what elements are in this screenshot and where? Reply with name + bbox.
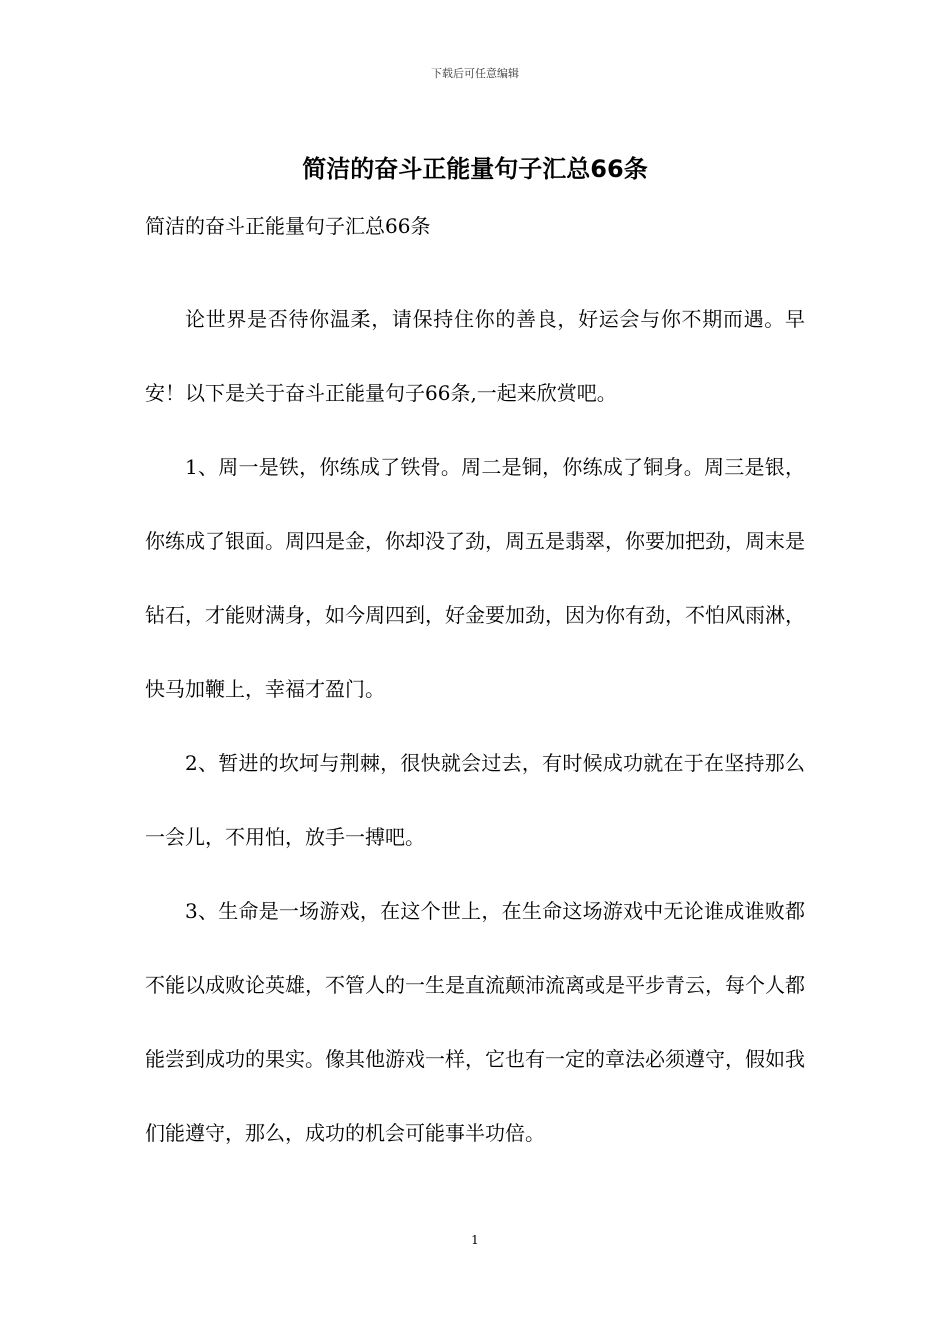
document-body [145, 282, 805, 1170]
header-note: 下载后可任意编辑 [431, 67, 519, 80]
document-title: 简洁的奋斗正能量句子汇总66条 [302, 155, 648, 183]
paragraph-3: 3、生命是一场游戏，在这个世上，在生命这场游戏中无论谁成谁败都不能以成败论英雄，不管人的一生是直流颠沛流离或是平步青云，每个人都能尝到成功的果实。像其他游戏一样，它也有一定的章法必须遵守，假如我们能遵守，那么，成功的机会可能事半功倍。 [145, 899, 805, 1145]
document-subtitle: 简洁的奋斗正能量句子汇总66条 [145, 214, 431, 238]
paragraph-1: 1、周一是铁，你练成了铁骨。周二是铜，你练成了铜身。周三是银，你练成了银面。周四是金，你却没了劲，周五是翡翠，你要加把劲，周末是钻石，才能财满身，如今周四到，好金要加劲，因为你有劲，不怕风雨淋，快马加鞭上，幸福才盈门。 [145, 455, 805, 701]
paragraph-2: 2、暂进的坎坷与荆棘，很快就会过去，有时候成功就在于在坚持那么一会儿，不用怕，放手一搏吧。 [145, 751, 805, 849]
page-number: 1 [471, 1233, 479, 1247]
paragraph-intro: 论世界是否待你温柔，请保持住你的善良，好运会与你不期而遇。早安！以下是关于奋斗正能量句子66条,一起来欣赏吧。 [145, 307, 805, 405]
